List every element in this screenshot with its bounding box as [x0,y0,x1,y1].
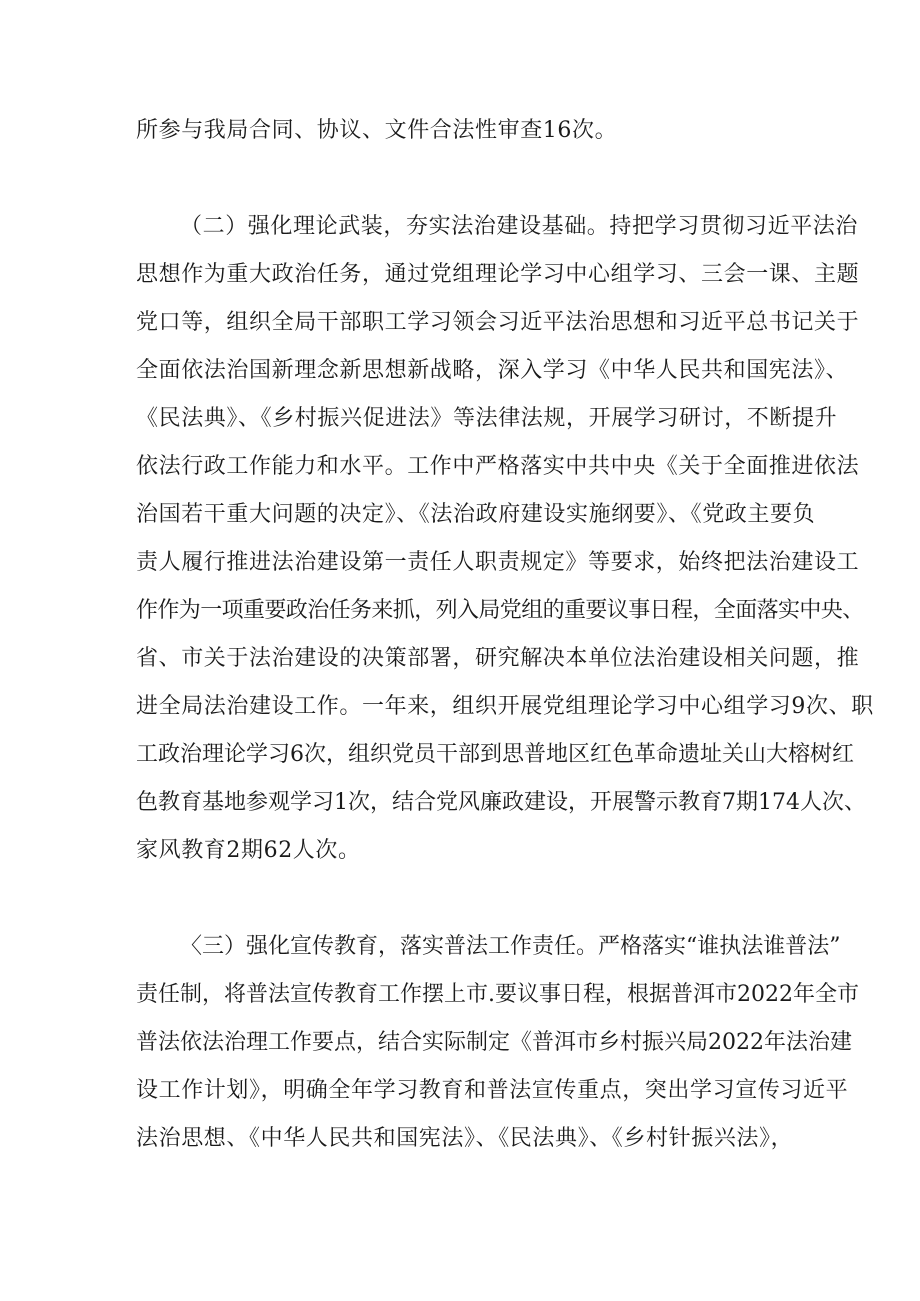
text-line: 党口等，组织全局干部职工学习领会习近平法治思想和习近平总书记关于 [136,310,860,335]
text-line: 作作为一项重要政治任务来抓，列入局党组的重要议事日程，全面落实中央、 [136,598,864,623]
text-line: 治国若干重大问题的决定》、《法治政府建设实施纲要》、《党政主要负 [136,502,816,527]
text-line: 工政治理论学习6次，组织党员干部到思普地区红色革命遗址关山大榕树红 [136,742,854,767]
text-line: 家风教育2期62人次。 [136,838,361,863]
text-line: 依法行政工作能力和水平。工作中严格落实中共中央《关于全面推进依法 [136,454,860,479]
text-line: 色教育基地参观学习1次，结合党风廉政建设，开展警示教育7期174人次、 [136,790,866,815]
text-line: 责人履行推进法治建设第一责任人职责规定》等要求，始终把法治建设工 [136,550,860,575]
text-line: （二）强化理论武装，夯实法治建设基础。持把学习贯彻习近平法治 [180,214,859,239]
text-line: 省、市关于法治建设的决策部署，研究解决本单位法治建设相关问题，推 [136,646,860,671]
text-line: 设工作计划》，明确全年学习教育和普法宣传重点，突出学习宣传习近平 [136,1078,849,1103]
text-line: 法治思想、《中华人民共和国宪法》、《民法典》、《乡村针振兴法》， [136,1126,794,1151]
text-line: 责任制，将普法宣传教育工作摆上市.要议事日程，根据普洱市2022年全市 [136,982,859,1007]
text-line: 全面依法治国新理念新思想新战略，深入学习《中华人民共和国宪法》、 [136,358,849,383]
text-line: 进全局法治建设工作。一年来，组织开展党组理论学习中心组学习9次、职 [136,694,874,719]
text-line: 〈三）强化宣传教育，落实普法工作责任。严格落实“谁执法谁普法” [180,934,841,959]
text-line: 普法依法治理工作要点，结合实际制定《普洱市乡村振兴局2022年法治建 [136,1030,852,1055]
text-line: 所参与我局合同、协议、文件合法性审查16次。 [136,118,618,143]
text-line: 思想作为重大政治任务，通过党组理论学习中心组学习、三会一课、主题 [136,262,860,287]
text-line: 《民法典》、《乡村振兴促进法》等法律法规，开展学习研讨，不断提升 [136,406,838,431]
